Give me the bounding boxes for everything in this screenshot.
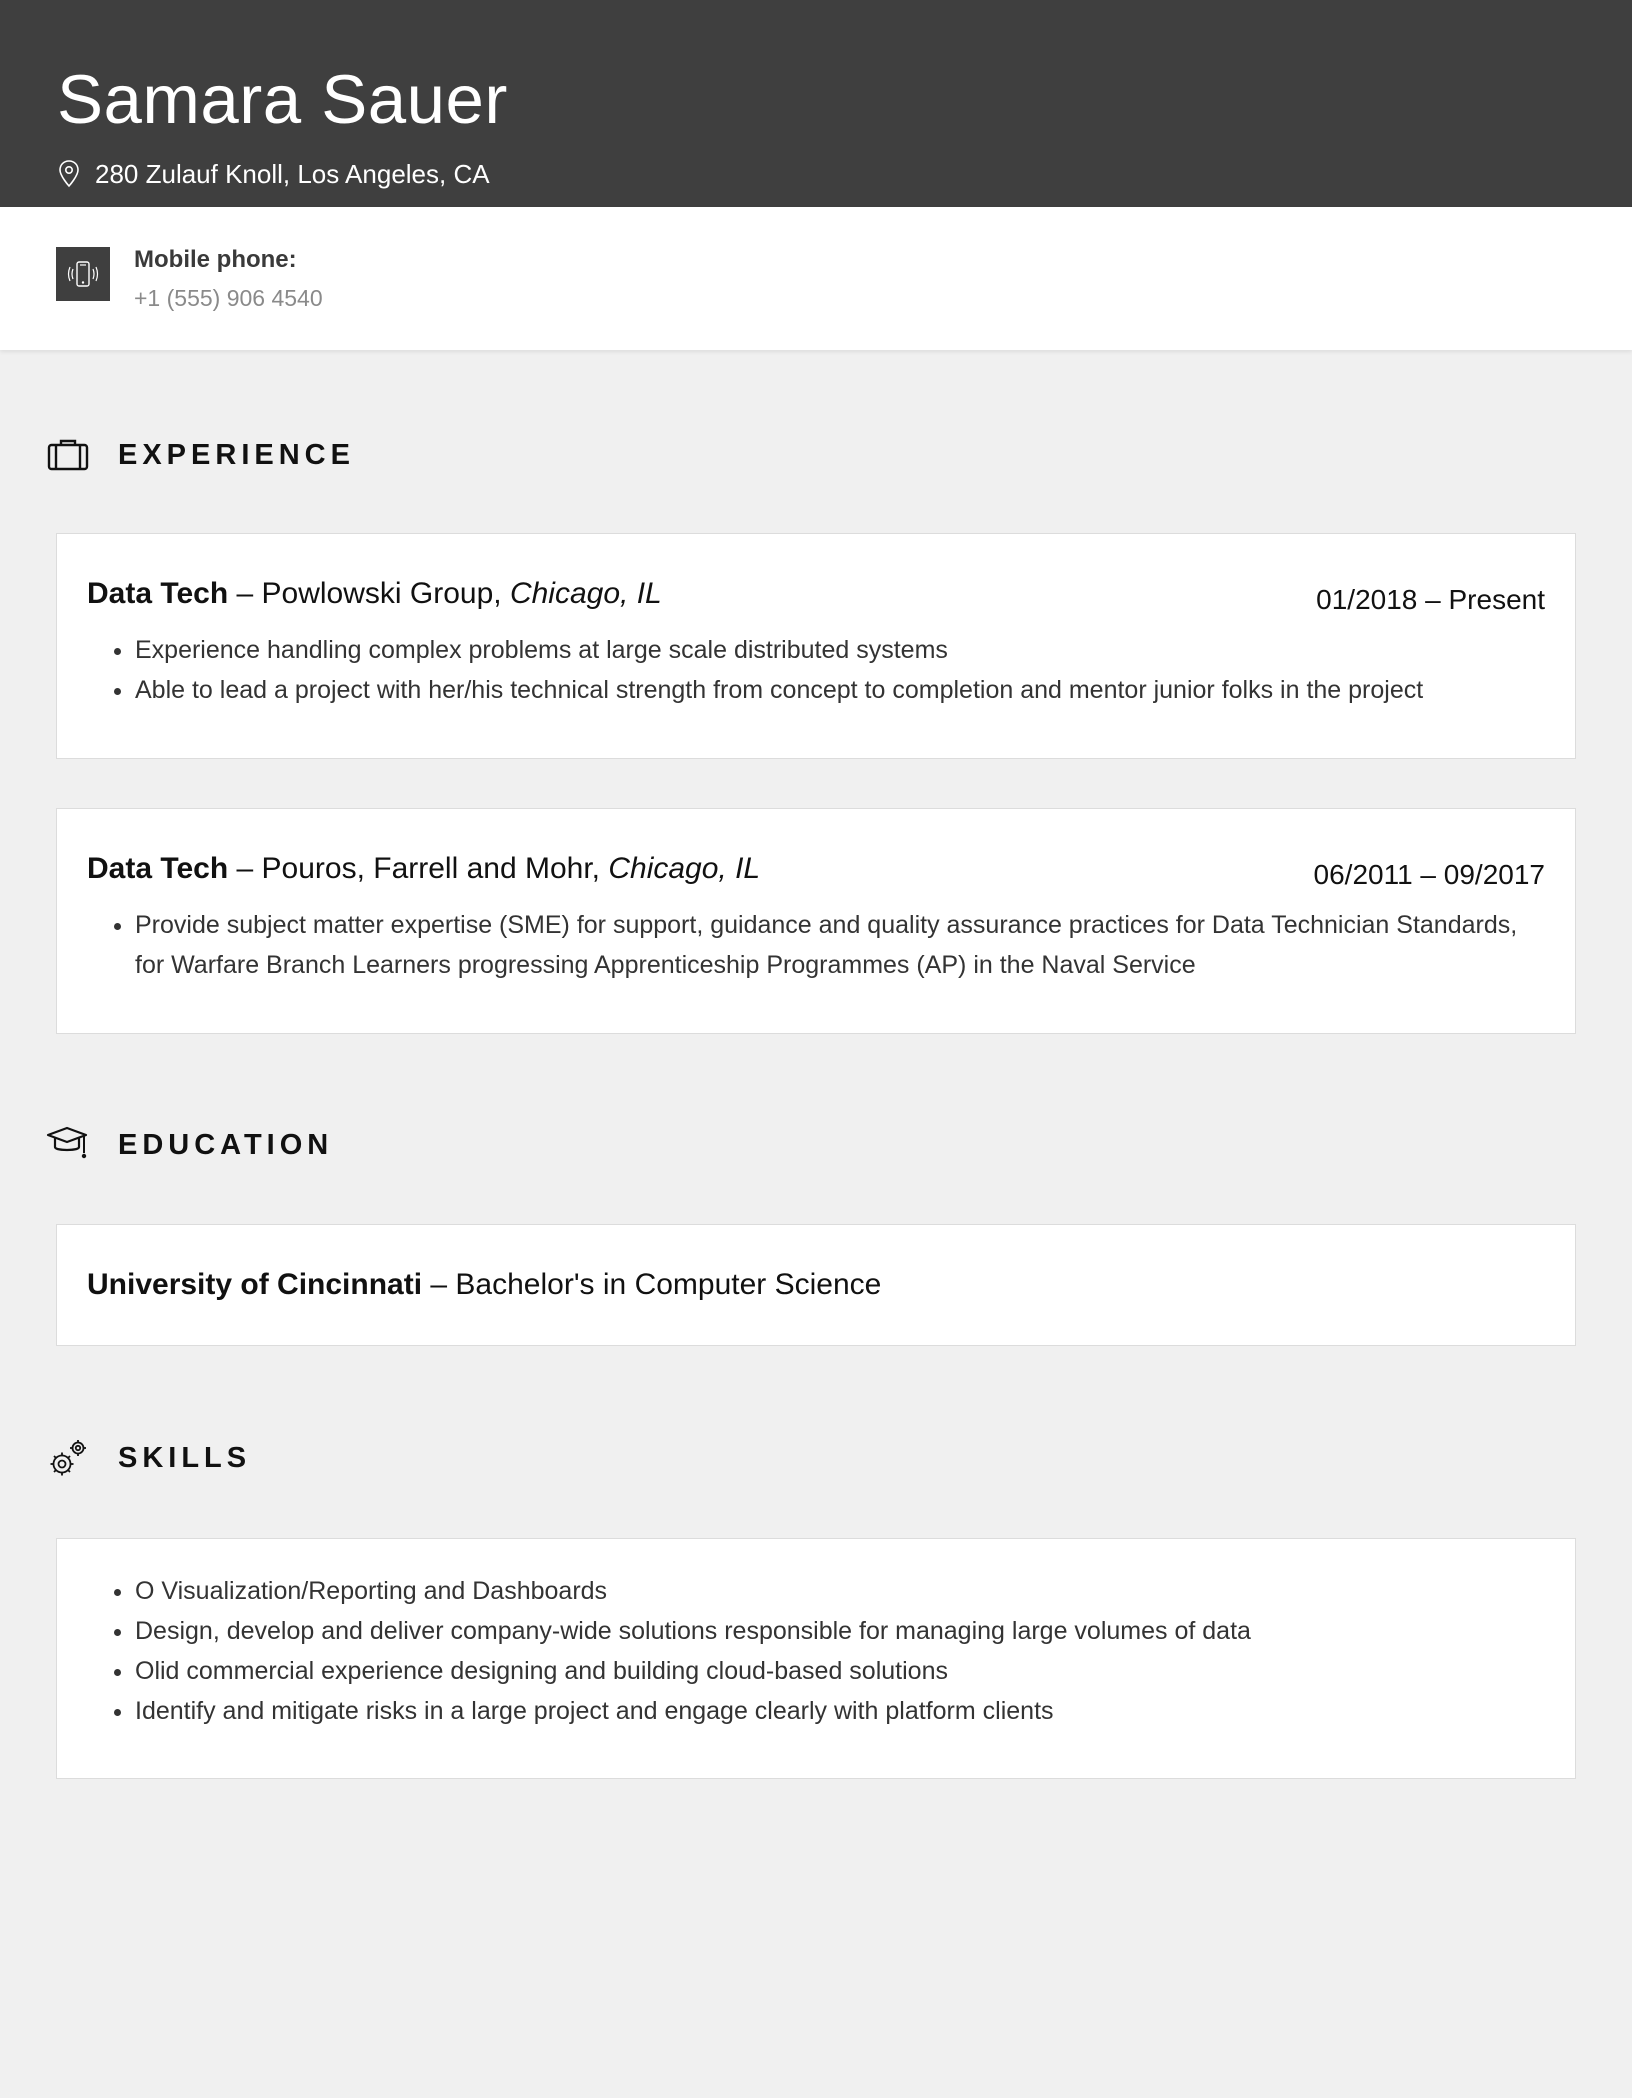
list-item: • Experience handling complex problems at large scale distributed systems — [135, 630, 1545, 670]
job-header — [87, 574, 662, 614]
experience-heading — [46, 433, 355, 477]
job-separator: – — [228, 852, 262, 885]
job-location: Chicago, IL — [608, 852, 761, 885]
education-separator: – — [422, 1268, 456, 1301]
job-location: Chicago, IL — [509, 577, 662, 610]
education-card — [56, 1224, 1576, 1346]
job-dates: 01/2018 – Present — [1316, 584, 1545, 615]
education-heading — [46, 1123, 333, 1167]
job-company: Powlowski Group — [261, 577, 494, 610]
job-comma: , — [591, 852, 609, 885]
skills-card — [56, 1538, 1576, 1779]
list-item: • Olid commercial experience designing and building cloud-based solutions — [135, 1651, 1545, 1691]
education-title: EDUCATION — [118, 1128, 334, 1161]
briefcase-icon — [46, 433, 90, 477]
job-header — [87, 849, 760, 889]
education-degree: Bachelor's in Computer Science — [455, 1268, 882, 1301]
job-title: Data Tech — [87, 577, 229, 610]
contact-bar — [0, 207, 1632, 350]
list-item: • O Visualization/Reporting and Dashboards — [135, 1571, 1545, 1611]
address-text: 280 Zulauf Knoll, Los Angeles, CA — [95, 159, 490, 189]
list-item: • Able to lead a project with her/his technical strength from concept to completion and mentor junior folks in the project — [135, 670, 1545, 710]
phone-label: Mobile phone: — [134, 246, 297, 273]
job-company: Pouros, Farrell and Mohr — [261, 852, 592, 885]
list-item: • Identify and mitigate risks in a large project and engage clearly with platform clients — [135, 1691, 1545, 1731]
job-bullets — [87, 905, 1545, 985]
job-comma: , — [493, 577, 510, 610]
job-title: Data Tech — [87, 852, 229, 885]
skills-title: SKILLS — [118, 1441, 252, 1474]
gears-icon — [46, 1436, 90, 1480]
education-entry — [87, 1263, 881, 1307]
job-card — [56, 808, 1576, 1034]
phone-number[interactable]: +1 (555) 906 4540 — [134, 285, 323, 311]
map-pin-icon — [57, 159, 81, 189]
experience-title: EXPERIENCE — [118, 438, 355, 471]
address-line — [57, 156, 490, 192]
job-separator: – — [228, 577, 262, 610]
skills-list — [87, 1571, 1545, 1731]
candidate-name: Samara Sauer — [57, 61, 508, 138]
list-item: • Provide subject matter expertise (SME) for support, guidance and quality assurance practices for Data Technician Standards, for Warfare Branch Learners progressing Apprenticeship Programmes (AP) in the Naval Service — [135, 905, 1545, 985]
job-card — [56, 533, 1576, 759]
education-school: University of Cincinnati — [87, 1268, 423, 1301]
graduation-cap-icon — [46, 1123, 90, 1167]
list-item: • Design, develop and deliver company-wide solutions responsible for managing large volumes of data — [135, 1611, 1545, 1651]
skills-heading — [46, 1436, 251, 1480]
mobile-phone-icon — [56, 247, 110, 301]
resume-header — [0, 0, 1632, 207]
job-bullets — [87, 630, 1545, 710]
job-dates: 06/2011 – 09/2017 — [1313, 859, 1545, 890]
